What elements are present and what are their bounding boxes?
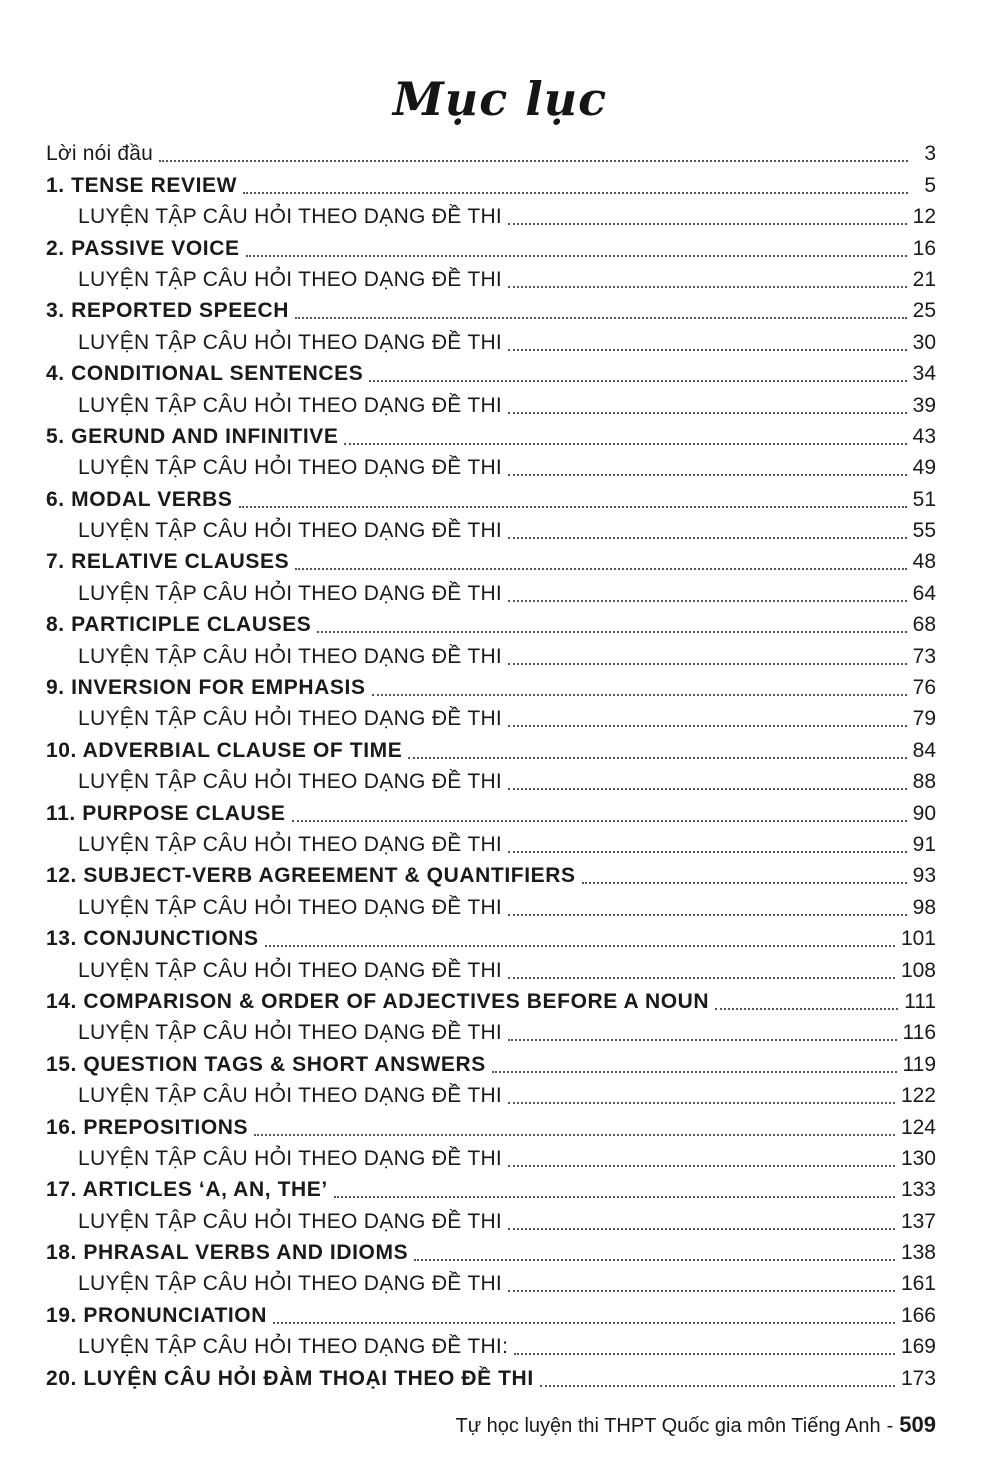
- toc-entry-label: 5. GERUND AND INFINITIVE: [46, 424, 339, 448]
- dot-leader: [715, 1008, 898, 1010]
- dot-leader: [414, 1259, 895, 1261]
- dot-leader: [508, 474, 907, 476]
- toc-subentry: [46, 827, 936, 858]
- dot-leader: [514, 1353, 895, 1355]
- dot-leader: [265, 945, 895, 947]
- toc-entry-page: 3: [924, 142, 936, 166]
- toc-entry-label: 3. REPORTED SPEECH: [46, 299, 290, 323]
- toc-subentry: [46, 1266, 936, 1297]
- dot-leader: [344, 443, 906, 445]
- toc-entry-label: 11. PURPOSE CLAUSE: [46, 801, 286, 825]
- toc-entry-page: 49: [912, 456, 936, 480]
- dot-leader: [508, 1228, 895, 1230]
- dot-leader: [372, 694, 907, 696]
- toc-entry-page: 43: [912, 424, 936, 448]
- toc-entry-label: LUYỆN TẬP CÂU HỎI THEO DẠNG ĐỀ THI: [78, 1209, 503, 1233]
- toc-subentry: [46, 1329, 936, 1360]
- toc-entry-label: LUYỆN TẬP CÂU HỎI THEO DẠNG ĐỀ THI: [78, 519, 503, 543]
- toc-entry-page: 137: [900, 1209, 936, 1233]
- toc-entry-page: 51: [912, 487, 936, 511]
- toc-chapter-entry: [46, 1297, 936, 1328]
- dot-leader: [508, 537, 907, 539]
- toc-chapter-entry: [46, 230, 936, 261]
- toc-entry-label: LUYỆN TẬP CÂU HỎI THEO DẠNG ĐỀ THI: [78, 707, 503, 731]
- toc-entry-label: LUYỆN TẬP CÂU HỎI THEO DẠNG ĐỀ THI: [78, 895, 503, 919]
- dot-leader: [246, 255, 907, 257]
- dot-leader: [254, 1134, 895, 1136]
- page-title: Mục lục: [392, 72, 608, 126]
- toc-entry-label: 19. PRONUNCIATION: [46, 1303, 267, 1327]
- dot-leader: [273, 1322, 895, 1324]
- toc-entry-label: 8. PARTICIPLE CLAUSES: [46, 613, 312, 637]
- toc-chapter-entry: [46, 795, 936, 826]
- page-footer: [456, 1412, 937, 1438]
- dot-leader: [508, 349, 907, 351]
- dot-leader: [508, 977, 895, 979]
- toc-chapter-entry: [46, 858, 936, 889]
- toc-entry-page: 122: [900, 1084, 936, 1108]
- toc-entry-page: 93: [912, 864, 936, 888]
- toc-subentry: [46, 262, 936, 293]
- toc-entry-label: LUYỆN TẬP CÂU HỎI THEO DẠNG ĐỀ THI: [78, 1146, 503, 1170]
- footer-book-title: Tự học luyện thi THPT Quốc gia môn Tiếng Anh: [455, 1415, 881, 1437]
- toc-entry-label: LUYỆN TẬP CÂU HỎI THEO DẠNG ĐỀ THI: [78, 644, 503, 668]
- toc-subentry: [46, 1203, 936, 1234]
- dot-leader: [159, 160, 908, 162]
- toc-chapter-entry: [46, 544, 936, 575]
- table-of-contents: [46, 136, 936, 1392]
- toc-entry-label: 7. RELATIVE CLAUSES: [46, 550, 290, 574]
- dot-leader: [508, 851, 907, 853]
- dot-leader: [369, 380, 906, 382]
- toc-entry-page: 55: [912, 519, 936, 543]
- toc-chapter-entry: [46, 1046, 936, 1077]
- dot-leader: [292, 820, 907, 822]
- toc-entry-label: 13. CONJUNCTIONS: [46, 927, 259, 951]
- toc-subentry: [46, 575, 936, 606]
- toc-entry-page: 68: [912, 613, 936, 637]
- toc-entry-label: LUYỆN TẬP CÂU HỎI THEO DẠNG ĐỀ THI: [78, 456, 503, 480]
- toc-entry-label: 18. PHRASAL VERBS AND IDIOMS: [46, 1241, 409, 1265]
- toc-entry-label: 2. PASSIVE VOICE: [46, 236, 240, 260]
- toc-subentry: [46, 387, 936, 418]
- dot-leader: [508, 412, 907, 414]
- toc-chapter-entry: [46, 1360, 936, 1391]
- toc-entry-label: Lời nói đầu: [46, 142, 154, 166]
- toc-chapter-entry: [46, 481, 936, 512]
- dot-leader: [508, 223, 907, 225]
- toc-entry-page: 84: [912, 738, 936, 762]
- toc-entry-label: LUYỆN TẬP CÂU HỎI THEO DẠNG ĐỀ THI:: [78, 1335, 509, 1359]
- toc-chapter-entry: [46, 984, 936, 1015]
- toc-subentry: [46, 1141, 936, 1172]
- dot-leader: [295, 317, 907, 319]
- toc-entry-page: 161: [900, 1272, 936, 1296]
- toc-entry-label: 16. PREPOSITIONS: [46, 1115, 249, 1139]
- toc-subentry: [46, 199, 936, 230]
- toc-entry-page: 90: [912, 801, 936, 825]
- toc-entry-page: 39: [912, 393, 936, 417]
- toc-entry-label: LUYỆN TẬP CÂU HỎI THEO DẠNG ĐỀ THI: [78, 832, 503, 856]
- toc-chapter-entry: [46, 732, 936, 763]
- toc-entry-page: 108: [900, 958, 936, 982]
- toc-entry-label: 20. LUYỆN CÂU HỎI ĐÀM THOẠI THEO ĐỀ THI: [46, 1366, 534, 1390]
- toc-entry-label: LUYỆN TẬP CÂU HỎI THEO DẠNG ĐỀ THI: [78, 393, 503, 417]
- toc-entry-label: 4. CONDITIONAL SENTENCES: [46, 362, 364, 386]
- dot-leader: [582, 882, 907, 884]
- toc-entry-label: 1. TENSE REVIEW: [46, 173, 238, 197]
- toc-chapter-entry: [46, 921, 936, 952]
- dot-leader: [540, 1385, 895, 1387]
- dot-leader: [295, 568, 906, 570]
- toc-chapter-entry: [46, 293, 936, 324]
- toc-entry-page: 173: [900, 1366, 936, 1390]
- dot-leader: [508, 1102, 895, 1104]
- toc-entry-label: LUYỆN TẬP CÂU HỎI THEO DẠNG ĐỀ THI: [78, 330, 503, 354]
- toc-entry-page: 30: [912, 330, 936, 354]
- toc-subentry: [46, 450, 936, 481]
- toc-entry-page: 101: [900, 927, 936, 951]
- toc-entry-page: 16: [912, 236, 936, 260]
- dot-leader: [508, 914, 907, 916]
- dot-leader: [508, 1165, 895, 1167]
- dot-leader: [317, 631, 906, 633]
- dot-leader: [239, 506, 907, 508]
- toc-subentry: [46, 764, 936, 795]
- toc-entry-label: 14. COMPARISON & ORDER OF ADJECTIVES BEFORE A NOUN: [46, 989, 710, 1013]
- dot-leader: [334, 1196, 895, 1198]
- toc-entry-label: 15. QUESTION TAGS & SHORT ANSWERS: [46, 1052, 486, 1076]
- toc-entry-label: LUYỆN TẬP CÂU HỎI THEO DẠNG ĐỀ THI: [78, 267, 503, 291]
- toc-subentry: [46, 889, 936, 920]
- toc-entry-page: 73: [912, 644, 936, 668]
- toc-entry-label: LUYỆN TẬP CÂU HỎI THEO DẠNG ĐỀ THI: [78, 205, 503, 229]
- toc-chapter-entry: [46, 419, 936, 450]
- toc-entry-page: 130: [900, 1146, 936, 1170]
- toc-chapter-entry: [46, 1235, 936, 1266]
- toc-entry-page: 169: [900, 1335, 936, 1359]
- toc-entry-label: 10. ADVERBIAL CLAUSE OF TIME: [46, 738, 403, 762]
- toc-chapter-entry: [46, 1172, 936, 1203]
- toc-entry-page: 76: [912, 676, 936, 700]
- toc-subentry: [46, 1078, 936, 1109]
- toc-chapter-entry: [46, 1109, 936, 1140]
- toc-entry-label: LUYỆN TẬP CÂU HỎI THEO DẠNG ĐỀ THI: [78, 958, 503, 982]
- footer-page-number: 509: [899, 1412, 936, 1437]
- toc-subentry: [46, 1015, 936, 1046]
- dot-leader: [508, 286, 907, 288]
- toc-entry-label: LUYỆN TẬP CÂU HỎI THEO DẠNG ĐỀ THI: [78, 1021, 503, 1045]
- toc-entry-label: 12. SUBJECT-VERB AGREEMENT & QUANTIFIERS: [46, 864, 576, 888]
- toc-entry-page: 25: [912, 299, 936, 323]
- toc-chapter-entry: [46, 670, 936, 701]
- toc-entry-label: 6. MODAL VERBS: [46, 487, 233, 511]
- toc-entry-label: LUYỆN TẬP CÂU HỎI THEO DẠNG ĐỀ THI: [78, 581, 503, 605]
- toc-entry-page: 111: [904, 989, 936, 1013]
- toc-entry-page: 79: [912, 707, 936, 731]
- toc-entry-page: 119: [902, 1052, 936, 1076]
- toc-entry-page: 12: [912, 205, 936, 229]
- toc-entry-page: 124: [900, 1115, 936, 1139]
- toc-subentry: [46, 952, 936, 983]
- dot-leader: [408, 757, 906, 759]
- toc-entry-page: 116: [902, 1021, 936, 1045]
- toc-entry-page: 34: [912, 362, 936, 386]
- toc-chapter-entry: [46, 167, 936, 198]
- toc-chapter-entry: [46, 607, 936, 638]
- toc-entry-page: 166: [900, 1303, 936, 1327]
- toc-entry-label: LUYỆN TẬP CÂU HỎI THEO DẠNG ĐỀ THI: [78, 1084, 503, 1108]
- footer-separator: -: [886, 1415, 894, 1437]
- toc-entry-page: 5: [924, 173, 936, 197]
- toc-chapter-entry: [46, 356, 936, 387]
- toc-entry-page: 98: [912, 895, 936, 919]
- dot-leader: [508, 725, 907, 727]
- toc-subentry: [46, 324, 936, 355]
- toc-entry: [46, 136, 936, 167]
- toc-subentry: [46, 638, 936, 669]
- toc-entry-label: 9. INVERSION FOR EMPHASIS: [46, 676, 366, 700]
- toc-subentry: [46, 701, 936, 732]
- dot-leader: [492, 1071, 897, 1073]
- toc-subentry: [46, 513, 936, 544]
- dot-leader: [508, 1290, 895, 1292]
- toc-entry-page: 48: [912, 550, 936, 574]
- dot-leader: [508, 788, 907, 790]
- dot-leader: [508, 1039, 896, 1041]
- toc-entry-page: 88: [912, 770, 936, 794]
- dot-leader: [243, 192, 908, 194]
- toc-entry-label: 17. ARTICLES ‘A, AN, THE’: [46, 1178, 328, 1202]
- toc-entry-page: 64: [912, 581, 936, 605]
- toc-entry-page: 21: [912, 267, 936, 291]
- dot-leader: [508, 663, 907, 665]
- toc-entry-page: 138: [900, 1241, 936, 1265]
- toc-entry-label: LUYỆN TẬP CÂU HỎI THEO DẠNG ĐỀ THI: [78, 770, 503, 794]
- toc-entry-page: 133: [900, 1178, 936, 1202]
- toc-entry-label: LUYỆN TẬP CÂU HỎI THEO DẠNG ĐỀ THI: [78, 1272, 503, 1296]
- dot-leader: [508, 600, 907, 602]
- toc-entry-page: 91: [912, 832, 936, 856]
